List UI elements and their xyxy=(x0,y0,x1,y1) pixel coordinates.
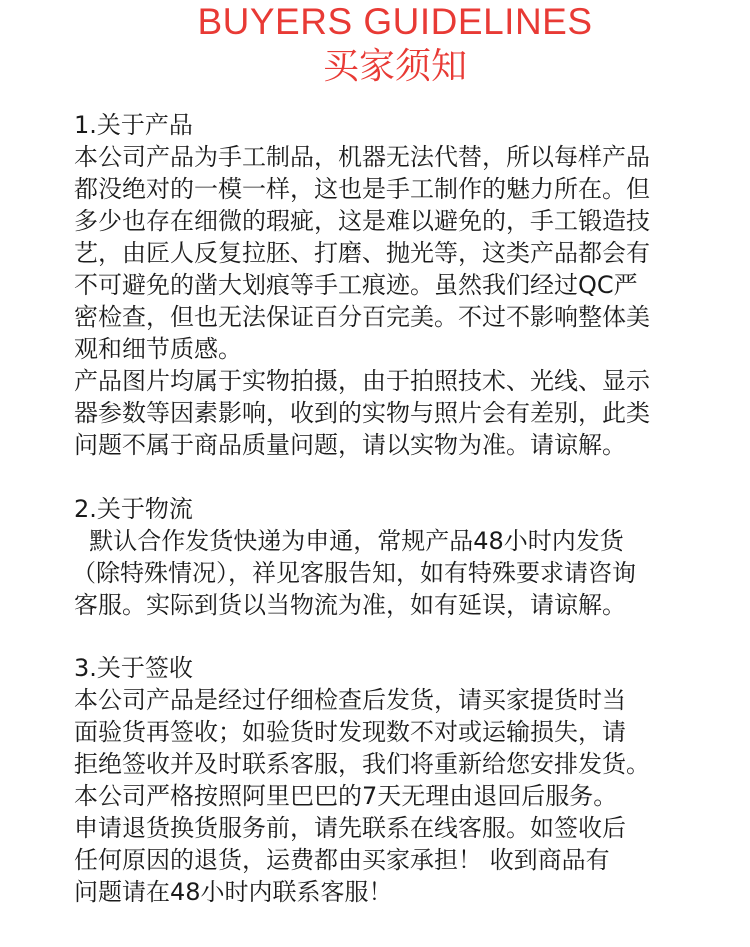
section-1-line: 不可避免的凿大划痕等手工痕迹。虽然我们经过QC严 xyxy=(74,271,638,299)
section-1-line: 都没绝对的一模一样，这也是手工制作的魅力所在。但 xyxy=(74,175,650,203)
section-2-line: 客服。实际到货以当物流为准，如有延误，请谅解。 xyxy=(74,591,626,619)
section-1-line: 器参数等因素影响，收到的实物与照片会有差别，此类 xyxy=(74,399,650,427)
section-2-line: （除特殊情况），祥见客服告知，如有特殊要求请咨询 xyxy=(72,559,636,587)
section-3-line: 本公司产品是经过仔细检查后发货，请买家提货时当 xyxy=(74,686,626,714)
title-chinese: 买家须知 xyxy=(322,46,467,87)
section-3-line: 拒绝签收并及时联系客服，我们将重新给您安排发货。 xyxy=(74,750,650,778)
title-english: BUYERS GUIDELINES xyxy=(197,1,593,42)
section-3-line: 任何原因的退货，运费都由买家承担！ 收到商品有 xyxy=(74,846,610,874)
section-1-line: 多少也存在细微的瑕疵，这是难以避免的，手工锻造技 xyxy=(74,207,650,235)
section-1-line: 观和细节质感。 xyxy=(74,335,242,363)
section-2-line: 默认合作发货快递为申通，常规产品48小时内发货 xyxy=(74,527,624,555)
section-1-heading: 1.关于产品 xyxy=(74,111,193,139)
section-1-line: 密检查，但也无法保证百分百完美。不过不影响整体美 xyxy=(74,303,650,331)
section-3-line: 本公司严格按照阿里巴巴的7天无理由退回后服务。 xyxy=(74,782,618,810)
section-3-heading: 3.关于签收 xyxy=(74,654,193,682)
section-1-line: 本公司产品为手工制品，机器无法代替，所以每样产品 xyxy=(74,143,650,171)
section-2-heading: 2.关于物流 xyxy=(74,495,193,523)
section-1-line: 问题不属于商品质量问题，请以实物为准。请谅解。 xyxy=(74,431,626,459)
section-3-line: 问题请在48小时内联系客服！ xyxy=(74,878,393,906)
section-1-line: 产品图片均属于实物拍摄，由于拍照技术、光线、显示 xyxy=(74,367,650,395)
section-3-line: 申请退货换货服务前，请先联系在线客服。如签收后 xyxy=(74,814,626,842)
section-3-line: 面验货再签收；如验货时发现数不对或运输损失，请 xyxy=(74,718,626,746)
section-1-line: 艺，由匠人反复拉胚、打磨、抛光等，这类产品都会有 xyxy=(74,239,650,267)
